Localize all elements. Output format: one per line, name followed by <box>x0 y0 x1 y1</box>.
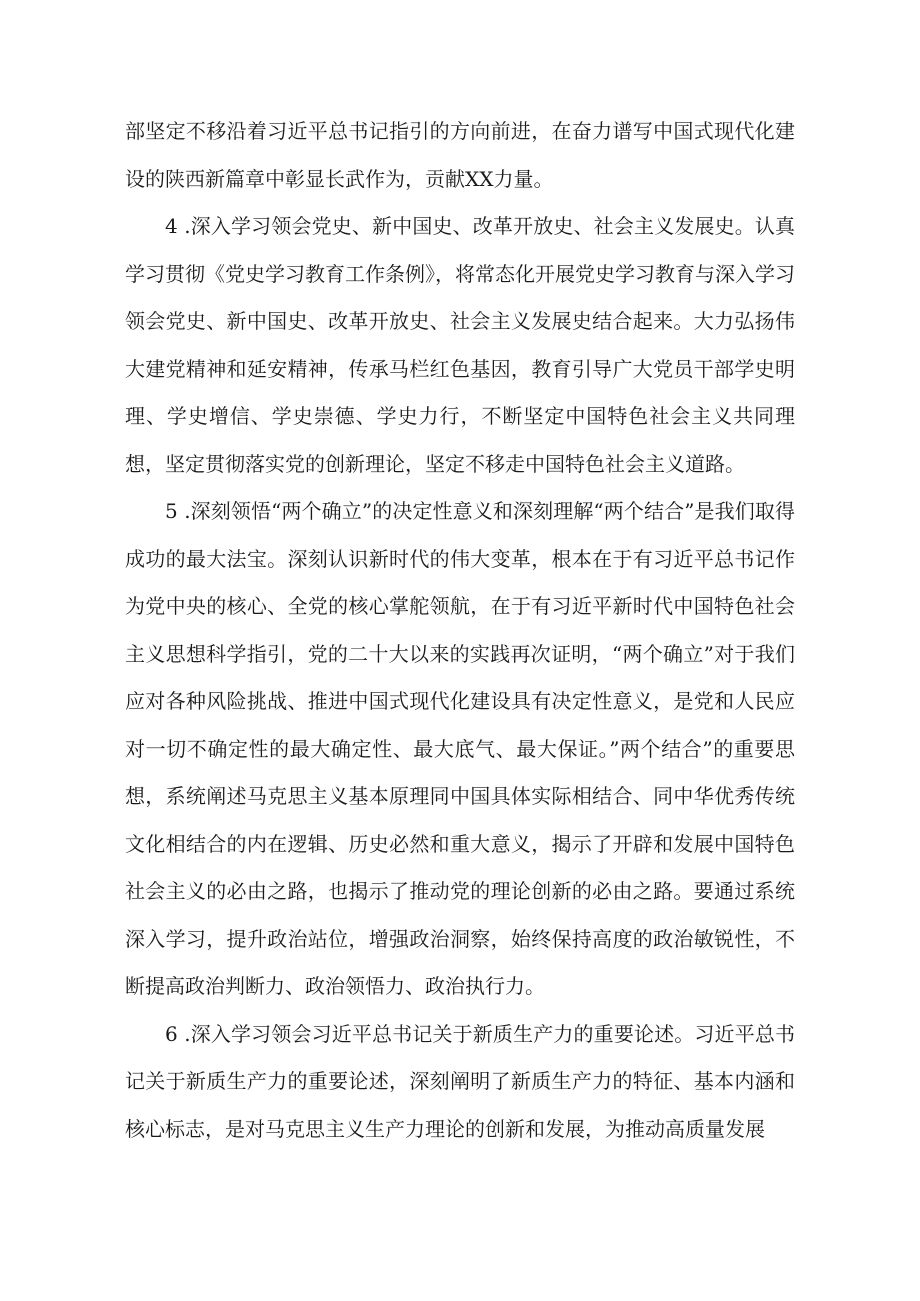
paragraph-item-6: 6 .深入学习领会习近平总书记关于新质生产力的重要论述。习近平总书记关于新质生产力的重要论述，深刻阐明了新质生产力的特征、基本内涵和核心标志，是对马克思主义生产力理论的创新和发展，为推动高质量发展 <box>125 1021 795 1141</box>
paragraph-continued: 部坚定不移沿着习近平总书记指引的方向前进，在奋力谱写中国式现代化建设的陕西新篇章中彰显长武作为，贡献XX力量。 <box>125 119 795 191</box>
paragraph-item-4: 4 .深入学习领会党史、新中国史、改革开放史、社会主义发展史。认真学习贯彻《党史学习教育工作条例》，将常态化开展党史学习教育与深入学习领会党史、新中国史、改革开放史、社会主义发展史结合起来。大力弘扬伟大建党精神和延安精神，传承马栏红色基因，教育引导广大党员干部学史明理、学史增信、学史崇德、学史力行，不断坚定中国特色社会主义共同理想，坚定贯彻落实党的创新理论，坚定不移走中国特色社会主义道路。 <box>125 214 795 476</box>
paragraph-item-5: 5 .深刻领悟“两个确立”的决定性意义和深刻理解“两个结合”是我们取得成功的最大法宝。深刻认识新时代的伟大变革，根本在于有习近平总书记作为党中央的核心、全党的核心掌舵领航，在于有习近平新时代中国特色社会主义思想科学指引，党的二十大以来的实践再次证明，“两个确立”对于我们应对各种风险挑战、推进中国式现代化建设具有决定性意义，是党和人民应对一切不确定性的最大确定性、最大底气、最大保证。”两个结合”的重要思想，系统阐述马克思主义基本原理同中国具体实际相结合、同中华优秀传统文化相结合的内在逻辑、历史必然和重大意义，揭示了开辟和发展中国特色社会主义的必由之路，也揭示了推动党的理论创新的必由之路。要通过系统深入学习，提升政治站位，增强政治洞察，始终保持高度的政治敏锐性，不断提高政治判断力、政治领悟力、政治执行力。 <box>125 499 795 998</box>
document-body <box>125 108 795 1153</box>
